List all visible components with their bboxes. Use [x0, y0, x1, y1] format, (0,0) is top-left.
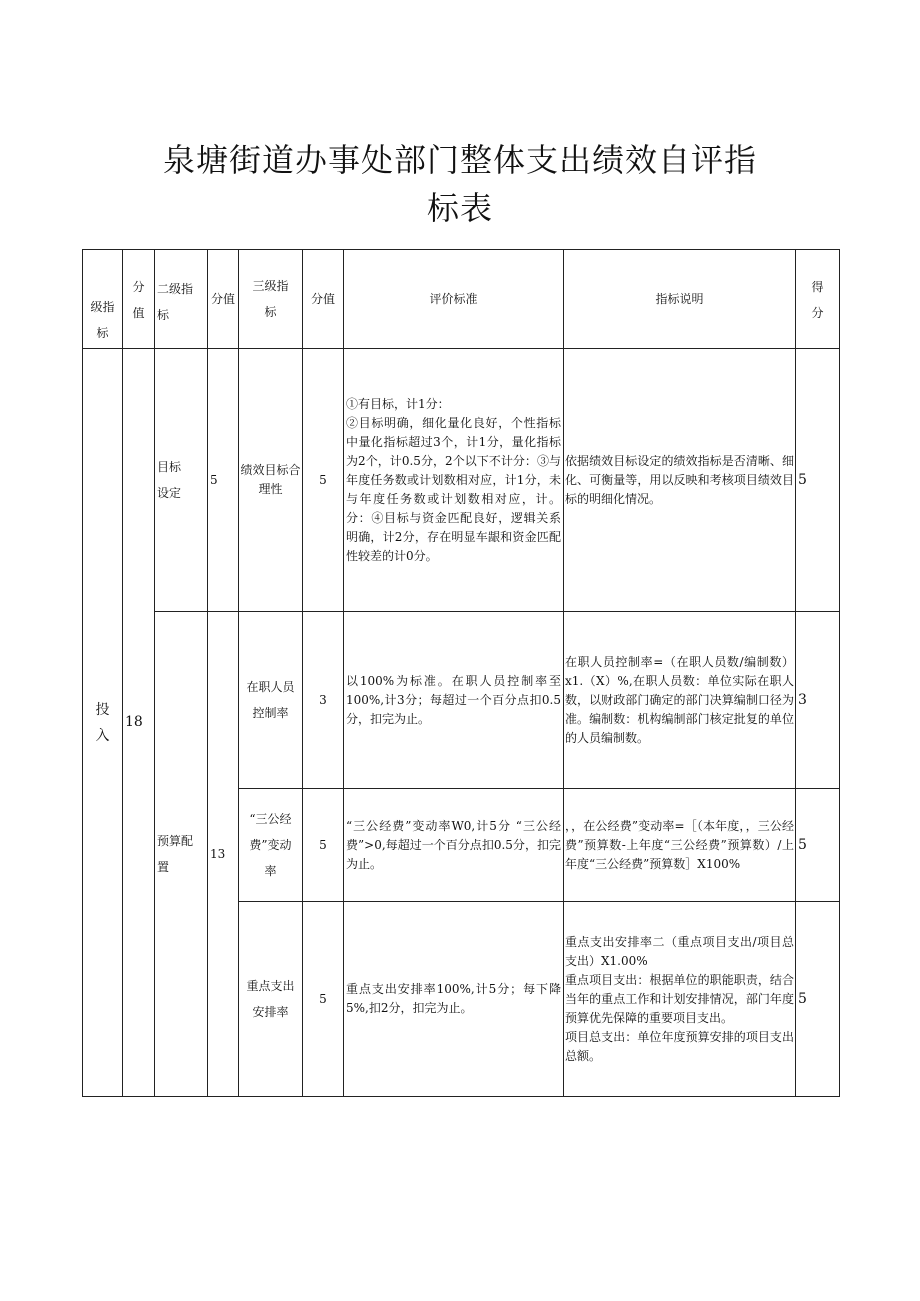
indicator-cell: 绩效目标合理性 — [239, 349, 303, 612]
level1-name-cell: 投入 — [83, 349, 123, 1097]
indicator-table — [82, 249, 840, 1097]
indicator-score-cell: 5 — [303, 349, 344, 612]
document-title-line2: 标表 — [426, 189, 493, 227]
result-cell: 5 — [796, 789, 840, 902]
header-score1: 分值 — [123, 250, 155, 349]
header-score3: 分值 — [303, 250, 344, 349]
group-score-cell: 13 — [208, 612, 239, 1097]
indicator-cell: 重点支出安排率 — [239, 902, 303, 1097]
table-row — [83, 612, 840, 789]
description-cell: 重点支出安排率二（重点项目支出/项目总支出）X1.00% 重点项目支出：根据单位的职能职责，结合当年的重点工作和计划安排情况，部门年度预算优先保障的重要项目支出。 项目总支出：单位年度预算安排的项目支出总额。 — [564, 902, 796, 1097]
description-cell: 依据绩效目标设定的绩效指标是否清晰、细化、可衡量等，用以反映和考核项目绩效目标的明细化情况。 — [564, 349, 796, 612]
header-level1: 级指标 — [83, 250, 123, 349]
header-level2: 二级指标 — [155, 250, 208, 349]
group-name-cell: 目标设定 — [155, 349, 208, 612]
group-name-cell: 预算配置 — [155, 612, 208, 1097]
criteria-cell: ①有目标，计1分： ②目标明确，细化量化良好，个性指标中量化指标超过3个，计1分，量化指标为2个，计0.5分，2个以下不计分：③与年度任务数或计划数相对应，计1分，未与年度任务数或计划数相对应，计。分：④目标与资金匹配良好，逻辑关系明确，计2分，存在明显车龈和资金匹配性较差的计0分。 — [344, 349, 564, 612]
criteria-cell: “三公经费”变动率W0,计5分 “三公经费”>0,每超过一个百分点扣0.5分，扣完为止。 — [344, 789, 564, 902]
table-row — [83, 349, 840, 612]
header-description: 指标说明 — [564, 250, 796, 349]
result-cell: 3 — [796, 612, 840, 789]
indicator-score-cell: 5 — [303, 902, 344, 1097]
criteria-cell: 重点支出安排率100%,计5分；每下降5%,扣2分，扣完为止。 — [344, 902, 564, 1097]
level1-score-cell: 18 — [123, 349, 155, 1097]
result-cell: 5 — [796, 349, 840, 612]
criteria-cell: 以100%为标准。在职人员控制率至100%,计3分；每超过一个百分点扣0.5分，扣完为止。 — [344, 612, 564, 789]
indicator-score-cell: 5 — [303, 789, 344, 902]
description-cell: ，，在公经费”变动率=［（本年度，，三公经费”预算数-上年度“三公经费”预算数）/上年度“三公经费”预算数］X100% — [564, 789, 796, 902]
indicator-score-cell: 3 — [303, 612, 344, 789]
header-level3: 三级指标 — [239, 250, 303, 349]
indicator-cell: “三公经费”变动率 — [239, 789, 303, 902]
description-cell: 在职人员控制率=（在职人员数/编制数）x1.（X）%,在职人员数：单位实际在职人数，以财政部门确定的部门决算编制口径为准。编制数：机构编制部门核定批复的单位的人员编制数。 — [564, 612, 796, 789]
header-score2: 分值 — [208, 250, 239, 349]
header-row — [83, 250, 840, 349]
result-cell: 5 — [796, 902, 840, 1097]
header-result: 得分 — [796, 250, 840, 349]
header-criteria: 评价标准 — [344, 250, 564, 349]
group-score-cell: 5 — [208, 349, 239, 612]
document-title-line1: 泉塘街道办事处部门整体支出绩效自评指 — [162, 141, 757, 179]
indicator-cell: 在职人员控制率 — [239, 612, 303, 789]
